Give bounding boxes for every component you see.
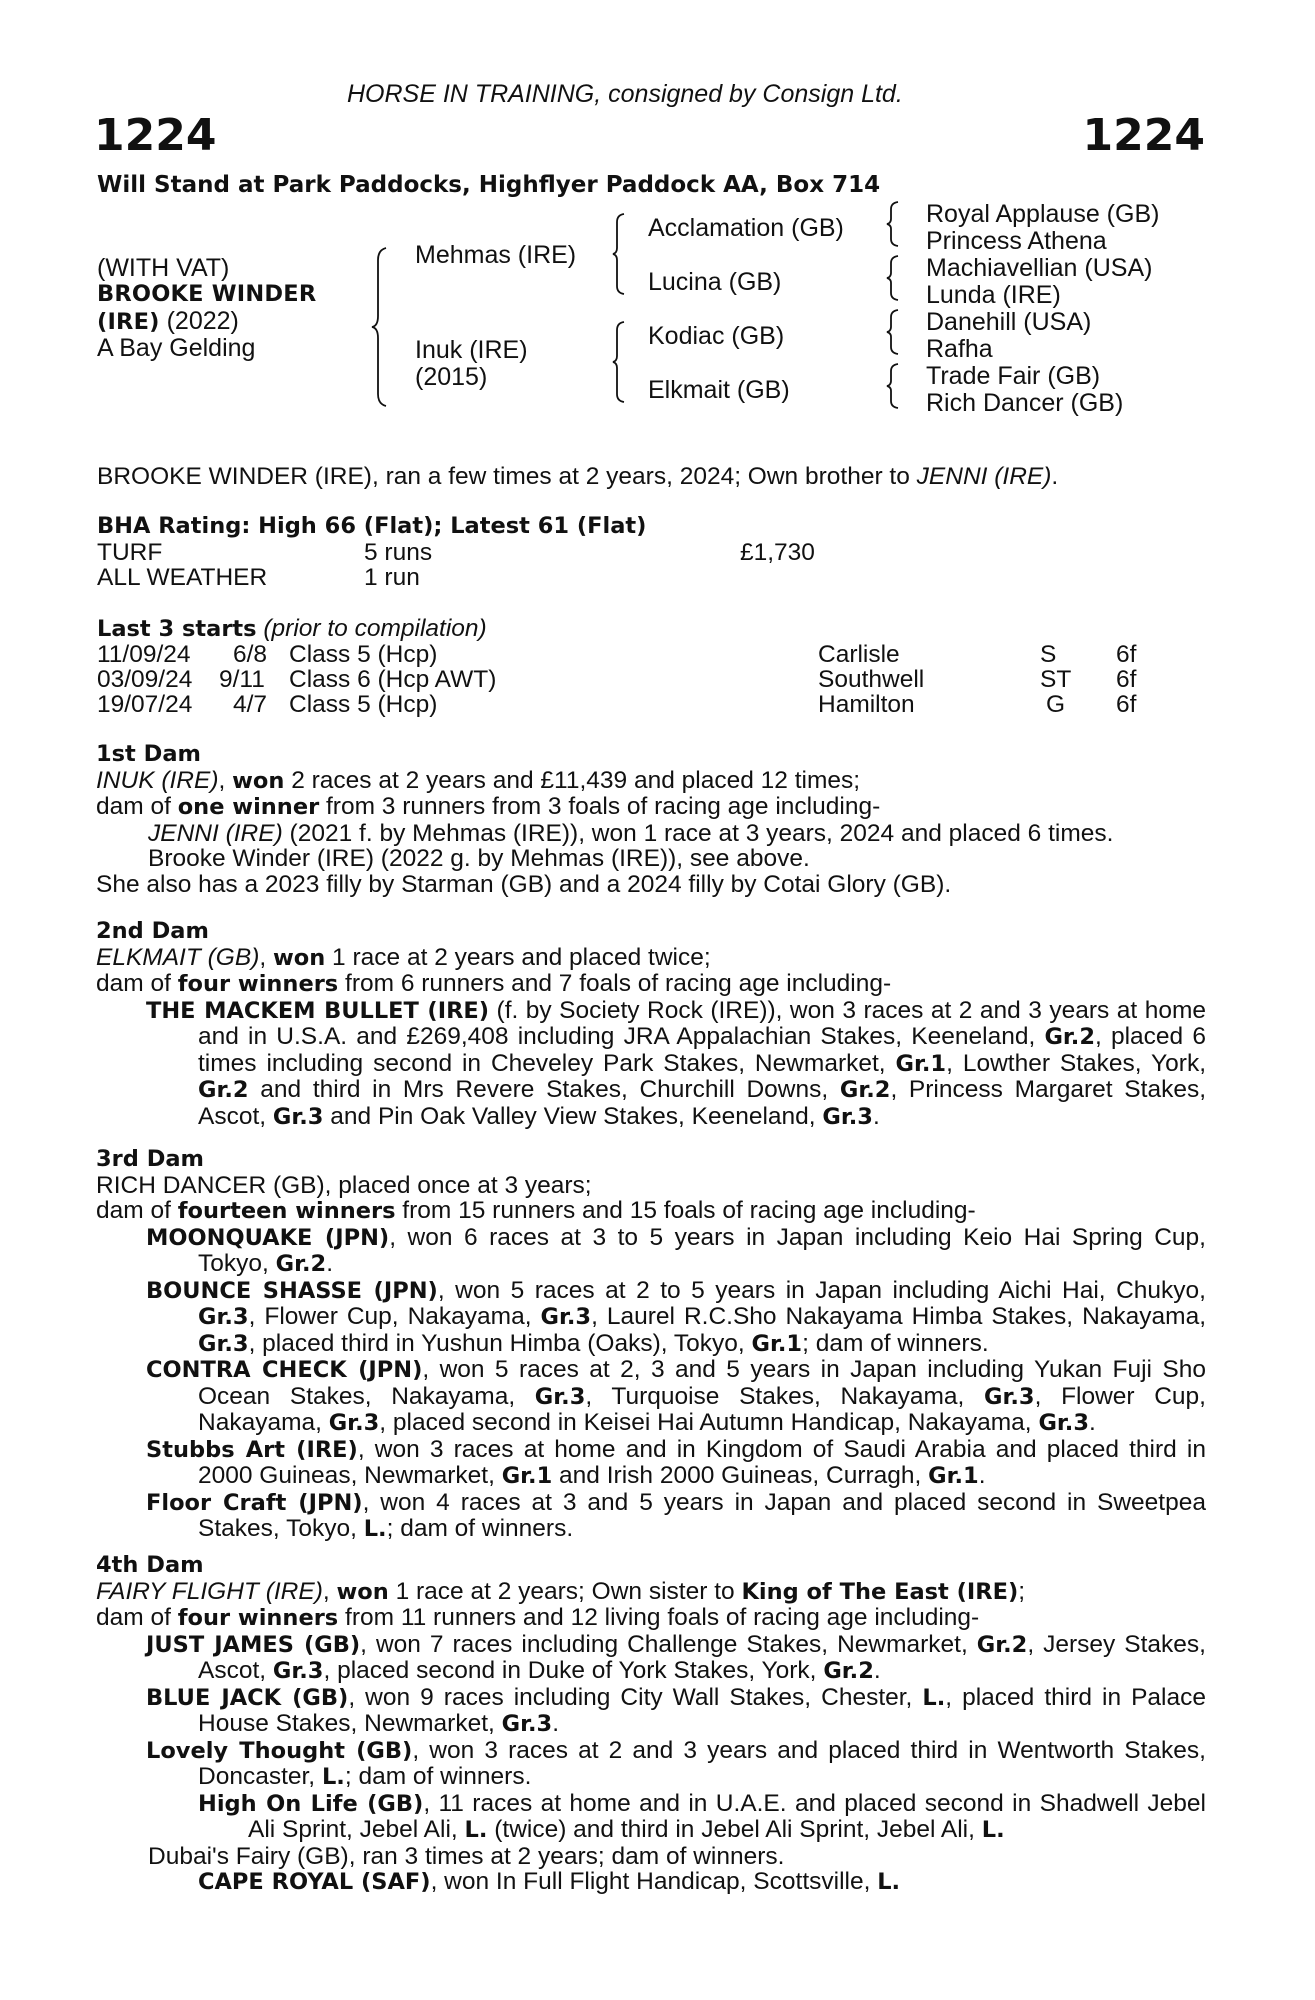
grade: Gr.3 — [328, 1410, 380, 1436]
foal-text: . — [326, 1250, 333, 1277]
foal-text: . — [1089, 1409, 1096, 1436]
first-dam-record: INUK (IRE), won 2 races at 2 years and £11,439 and placed 12 times; — [96, 766, 861, 794]
horse-description: A Bay Gelding — [97, 334, 256, 362]
foal-text: , 11 races at home and in U.A.E. and placed second in Shadwell Jebel Ali Sprint, Jebel Ali, — [248, 1789, 1206, 1843]
grade: Gr.3 — [198, 1304, 249, 1330]
second-dam-record: ELKMAIT (GB), won 1 race at 2 years and placed twice; — [96, 943, 711, 971]
foal-text: . — [978, 1462, 986, 1489]
start-date: 11/09/24 — [97, 641, 191, 668]
produce-rest: from 3 runners from 3 foals of racing age including- — [319, 793, 881, 820]
grade: Gr.2 — [1044, 1024, 1095, 1050]
first-dam-note: She also has a 2023 filly by Starman (GB) and a 2024 filly by Cotai Glory (GB). — [96, 870, 952, 898]
pedigree-brace-sire — [611, 212, 627, 296]
summary-brother: JENNI (IRE) — [916, 463, 1052, 490]
stand-location: Will Stand at Park Paddocks, Highflyer Paddock AA, Box 714 — [97, 172, 881, 198]
foal-text: , won 3 races at 2 and 3 years and placed third in Wentworth Stakes, Doncaster, — [198, 1736, 1206, 1790]
produce-winners: four winners — [177, 1605, 339, 1631]
produce-winners: one winner — [177, 794, 320, 820]
third-dam-foal-entry — [96, 1225, 1206, 1278]
fourth-dam-section — [96, 1553, 1206, 1896]
foal-text: ; dam of winners. — [386, 1515, 574, 1542]
foal-text: , placed 6 times including second in Cheveley Park Stakes, Newmarket, — [198, 1023, 1206, 1077]
second-dam-record-text: 1 race at 2 years and placed twice; — [325, 943, 711, 971]
start-pos: 9/11 — [219, 666, 265, 693]
produce-prefix: dam of — [96, 970, 178, 997]
foal-text: , placed second in Keisei Hai Autumn Handicap, Nakayama, — [379, 1409, 1039, 1436]
foal-name: THE MACKEM BULLET (IRE) — [146, 997, 490, 1024]
start-date: 19/07/24 — [97, 691, 193, 718]
grade: Gr.1 — [895, 1050, 947, 1077]
summary-end: . — [1051, 463, 1059, 490]
start-going: G — [1046, 691, 1066, 718]
foal-text: and Irish 2000 Guineas, Curragh, — [552, 1462, 929, 1489]
start-dist: 6f — [1116, 691, 1137, 718]
start-going: ST — [1040, 666, 1072, 693]
start-course: Carlisle — [818, 641, 900, 668]
grade: Gr.3 — [198, 1330, 249, 1357]
grade: Gr.3 — [272, 1103, 324, 1130]
start-race: Class 6 (Hcp AWT) — [289, 666, 497, 693]
second-dam-won: won — [272, 944, 326, 971]
pedigree-sss: Royal Applause (GB) — [926, 200, 1160, 228]
third-dam-produce — [96, 1198, 1206, 1225]
rating-row-surface: ALL WEATHER — [97, 564, 268, 591]
first-dam-section — [96, 742, 1206, 897]
foal-text: , Lowther Stakes, York, — [946, 1049, 1206, 1077]
foal-name: Floor Craft (JPN) — [146, 1489, 363, 1516]
foal-text: (twice) and third in Jebel Ali Sprint, Jebel Ali, — [487, 1816, 982, 1843]
grade: Gr.3 — [540, 1304, 592, 1330]
pedigree-brace-dd — [885, 362, 901, 410]
start-date: 03/09/24 — [97, 666, 193, 693]
last-starts-note: (prior to compilation) — [256, 615, 487, 642]
foal-text: and Pin Oak Valley View Stakes, Keeneland, — [323, 1102, 823, 1130]
grade: Gr.2 — [823, 1658, 874, 1684]
grade: Gr.1 — [501, 1463, 553, 1489]
grade: Gr.3 — [1038, 1410, 1089, 1436]
start-dist: 6f — [1116, 666, 1137, 693]
third-dam-section — [96, 1147, 1206, 1543]
foal-text: (f. by Society Rock (IRE)), won 3 races at 2 and 3 years at home and in U.S.A. and £269,408 including JRA Appalachian Stakes, Keeneland, — [198, 996, 1206, 1050]
second-dam-title: 2nd Dam — [96, 918, 209, 944]
horse-name: BROOKE WINDER — [97, 281, 317, 307]
grandfoal-name: CAPE ROYAL (SAF) — [198, 1869, 431, 1895]
fourth-dam-produce — [96, 1605, 1206, 1632]
consignor-line: HORSE IN TRAINING, consigned by Consign Ltd. — [347, 80, 903, 108]
start-going: S — [1040, 641, 1057, 668]
foal-text: . — [873, 1657, 881, 1684]
foal-name: MOONQUAKE (JPN) — [146, 1224, 390, 1251]
start-course: Hamilton — [818, 691, 915, 718]
produce-winners: fourteen winners — [177, 1198, 396, 1224]
horse-year: (2022) — [159, 307, 239, 335]
foal-name: CONTRA CHECK (JPN) — [146, 1357, 423, 1383]
first-dam-won: won — [232, 767, 285, 794]
fourth-dam-name: FAIRY FLIGHT (IRE) — [96, 1577, 323, 1605]
foal-name: JENNI (IRE) — [148, 819, 283, 847]
fourth-dam-foal-entry: Dubai's Fairy (GB), ran 3 times at 2 years; dam of winners. — [148, 1842, 785, 1870]
start-pos: 4/7 — [233, 691, 268, 718]
second-dam-produce — [96, 971, 1206, 998]
produce-rest: from 6 runners and 7 foals of racing age including- — [338, 970, 892, 997]
foal-text: , Flower Cup, Nakayama, — [198, 1382, 1206, 1436]
last-starts-heading: Last 3 starts — [97, 616, 257, 642]
produce-prefix: dam of — [96, 793, 178, 820]
pedigree-ddd: Rich Dancer (GB) — [926, 389, 1124, 417]
bha-rating-title: BHA Rating: High 66 (Flat); Latest 61 (Flat) — [97, 513, 647, 539]
produce-prefix: dam of — [96, 1197, 178, 1224]
pedigree-brace-gen1 — [370, 246, 390, 408]
horse-country: (IRE) — [97, 309, 160, 335]
fourth-dam-won: won — [336, 1578, 389, 1605]
rating-row-prize: £1,730 — [740, 539, 815, 566]
pedigree-dds: Trade Fair (GB) — [926, 362, 1101, 390]
pedigree-ssd: Princess Athena — [926, 227, 1107, 255]
start-race: Class 5 (Hcp) — [289, 691, 438, 718]
foal-text: , won 4 races at 3 and 5 years in Japan and placed second in Sweetpea Stakes, Tokyo, — [198, 1488, 1206, 1542]
second-dam-foal-entry — [96, 998, 1206, 1131]
grade: Gr.3 — [822, 1103, 873, 1130]
pedigree-dsd: Rafha — [926, 335, 993, 363]
pedigree-dam-dam: Elkmait (GB) — [648, 376, 790, 404]
lot-number-right: 1224 — [1082, 110, 1205, 161]
pedigree-brace-ds — [885, 308, 901, 356]
pedigree-dss: Danehill (USA) — [926, 308, 1092, 336]
foal-text: , Jersey Stakes, Ascot, — [198, 1630, 1206, 1684]
foal-name: BLUE JACK (GB) — [146, 1684, 349, 1711]
foal-text: , placed third in Palace House Stakes, Newmarket, — [198, 1683, 1207, 1737]
fourth-dam-record-text: 1 race at 2 years; Own sister to — [388, 1577, 742, 1605]
foal-name: Stubbs Art (IRE) — [146, 1436, 358, 1463]
grade: L. — [922, 1684, 946, 1711]
grade: L. — [877, 1869, 901, 1895]
foal-text: ; dam of winners. — [802, 1329, 989, 1357]
grade: L. — [321, 1764, 345, 1790]
grade: L. — [363, 1516, 387, 1542]
foal-text: , won 9 races including City Wall Stakes, Chester, — [348, 1683, 923, 1711]
foal-text: ; dam of winners. — [344, 1763, 532, 1790]
summary-text: BROOKE WINDER (IRE), ran a few times at 2 years, 2024; Own brother to — [97, 463, 917, 490]
vat-label: (WITH VAT) — [97, 254, 230, 282]
foal-text: , won 5 races at 2, 3 and 5 years in Japan including Yukan Fuji Sho Ocean Stakes, Nakayama, — [198, 1356, 1206, 1410]
foal-text: . — [552, 1710, 560, 1737]
horse-name-line2 — [97, 309, 239, 336]
fourth-dam-foal-entry — [96, 1738, 1206, 1791]
second-dam-name: ELKMAIT (GB) — [96, 943, 260, 971]
rating-row-runs: 5 runs — [364, 539, 433, 566]
fourth-dam-title: 4th Dam — [96, 1552, 204, 1578]
fourth-dam-grandfoal-entry — [96, 1791, 1206, 1844]
rating-row-runs: 1 run — [364, 564, 420, 591]
produce-winners: four winners — [177, 971, 339, 997]
grade: Gr.2 — [198, 1077, 249, 1103]
foal-text: , won 5 races at 2 to 5 years in Japan including Aichi Hai, Chukyo, — [437, 1276, 1206, 1304]
pedigree-brace-sd — [885, 254, 901, 302]
third-dam-title: 3rd Dam — [96, 1146, 204, 1172]
foal-text: . — [872, 1102, 880, 1130]
grade: Gr.2 — [976, 1631, 1028, 1658]
pedigree-sds: Machiavellian (USA) — [926, 254, 1153, 282]
fourth-dam-end: ; — [1018, 1577, 1026, 1605]
start-dist: 6f — [1116, 641, 1137, 668]
grade: Gr.3 — [984, 1383, 1035, 1410]
lot-number-left: 1224 — [94, 110, 217, 161]
first-dam-produce — [96, 794, 1206, 821]
first-dam-foal — [96, 821, 1206, 847]
third-dam-record: RICH DANCER (GB), placed once at 3 years; — [96, 1171, 592, 1199]
grandfoal-name: High On Life (GB) — [198, 1790, 424, 1817]
fourth-dam-sep: , — [322, 1577, 337, 1605]
start-race: Class 5 (Hcp) — [289, 641, 438, 668]
grade: Gr.2 — [839, 1077, 891, 1103]
foal-record: (2021 f. by Mehmas (IRE)), won 1 race at 3 years, 2024 and placed 6 times. — [282, 819, 1114, 847]
grade: L. — [981, 1817, 1005, 1843]
first-dam-record-text: 2 races at 2 years and £11,439 and placed 12 times; — [284, 766, 861, 794]
second-dam-section — [96, 919, 1206, 1130]
pedigree-sire-dam: Lucina (GB) — [648, 268, 782, 296]
pedigree-sire-sire: Acclamation (GB) — [648, 214, 844, 242]
produce-prefix: dam of — [96, 1604, 178, 1631]
third-dam-foal-entry — [96, 1490, 1206, 1543]
grade: Gr.3 — [501, 1711, 553, 1737]
foal-text: , Turquoise Stakes, Nakayama, — [585, 1382, 985, 1410]
last-starts-title — [97, 616, 487, 643]
fourth-dam-record — [96, 1579, 1206, 1606]
third-dam-foal-entry — [96, 1437, 1206, 1490]
summary-line — [97, 464, 1058, 490]
foal-text: and third in Mrs Revere Stakes, Churchill Downs, — [248, 1076, 840, 1103]
grade: L. — [464, 1817, 488, 1843]
foal-text: , placed second in Duke of York Stakes, York, — [323, 1657, 824, 1684]
grade: Gr.1 — [751, 1330, 803, 1357]
fourth-dam-foal-entry — [96, 1632, 1206, 1685]
third-dam-foal-entry — [96, 1278, 1206, 1358]
foal-text: , placed third in Yushun Himba (Oaks), Tokyo, — [248, 1329, 752, 1357]
grade: Gr.3 — [272, 1658, 324, 1684]
foal-text: , Laurel R.C.Sho Nakayama Himba Stakes, Nakayama, — [591, 1303, 1206, 1330]
fourth-dam-foal-entry — [96, 1685, 1206, 1738]
foal-text: , won 3 races at home and in Kingdom of Saudi Arabia and placed third in 2000 Guineas, Newmarket, — [198, 1435, 1206, 1489]
pedigree-dam-sire: Kodiac (GB) — [648, 322, 785, 350]
produce-rest: from 11 runners and 12 living foals of racing age including- — [338, 1604, 980, 1631]
start-course: Southwell — [818, 666, 925, 693]
first-dam-title: 1st Dam — [96, 741, 201, 767]
foal-text: , won 7 races including Challenge Stakes, Newmarket, — [360, 1630, 977, 1658]
foal-name: Lovely Thought (GB) — [146, 1737, 413, 1764]
pedigree-brace-dam — [611, 320, 627, 404]
fourth-dam-sister: King of The East (IRE) — [741, 1578, 1019, 1605]
third-dam-foal-entry — [96, 1357, 1206, 1437]
grade: Gr.2 — [275, 1251, 327, 1277]
pedigree-dam: Inuk (IRE) — [415, 336, 528, 364]
first-dam-foal: Brooke Winder (IRE) (2022 g. by Mehmas (IRE)), see above. — [148, 845, 810, 872]
pedigree-brace-ss — [885, 200, 901, 248]
foal-name: JUST JAMES (GB) — [146, 1631, 361, 1658]
foal-text: , Flower Cup, Nakayama, — [248, 1303, 541, 1330]
foal-name: BOUNCE SHASSE (JPN) — [146, 1277, 438, 1304]
pedigree-dam-year: (2015) — [415, 363, 488, 391]
first-dam-name: INUK (IRE) — [96, 766, 219, 794]
foal-text: , Princess Margaret Stakes, Ascot, — [198, 1076, 1206, 1130]
fourth-dam-grandfoal-entry — [96, 1869, 1206, 1896]
grade: Gr.3 — [534, 1383, 586, 1410]
foal-text: , won 6 races at 3 to 5 years in Japan including Keio Hai Spring Cup, Tokyo, — [198, 1223, 1206, 1277]
produce-rest: from 15 runners and 15 foals of racing age including- — [395, 1197, 976, 1224]
pedigree-sire: Mehmas (IRE) — [415, 241, 577, 269]
start-pos: 6/8 — [233, 641, 268, 668]
foal-text: , won In Full Flight Handicap, Scottsville, — [430, 1868, 878, 1895]
grade: Gr.1 — [928, 1463, 979, 1489]
pedigree-sdd: Lunda (IRE) — [926, 281, 1061, 309]
rating-row-surface: TURF — [97, 539, 163, 566]
